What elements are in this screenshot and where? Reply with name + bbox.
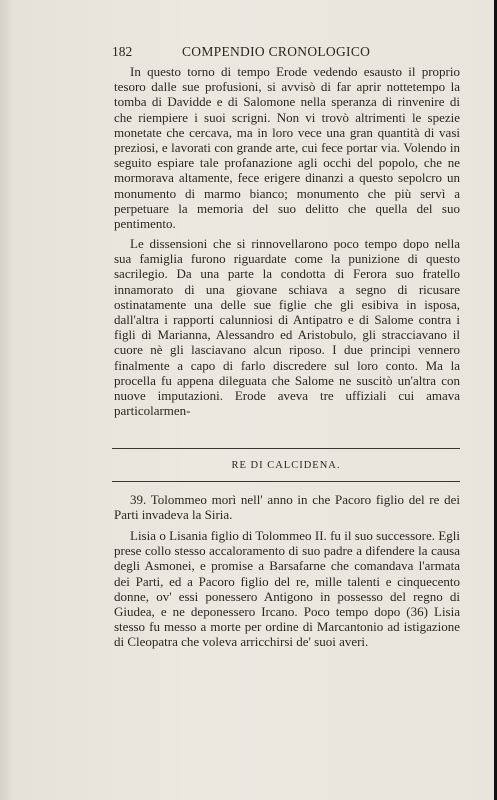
section-paragraph-1 (114, 492, 460, 522)
body-paragraph-2 (114, 236, 460, 418)
running-title: COMPENDIO CRONOLOGICO (182, 44, 371, 59)
paragraph-text: 39. Tolommeo morì nell' anno in che Pacoro figlio del re dei Parti invadeva la Siria. (114, 492, 460, 523)
page-number: 182 (112, 44, 133, 59)
paragraph-text: In questo torno di tempo Erode vedendo esausto il proprio tesoro dalle sue profusioni, si avvisò di far aprir nottetempo la tomba di Davidde e di Salomone nella speranza di rinvenire di che riempiere i suoi scrigni. Non vi trovò altrimenti le spezie monetate che cercava, ma in loro vece una gran quantità di vasi preziosi, e lavorati con grande arte, cui fece portar via. Volendo in seguito espiare tale profanazione agli occhi del popolo, che ne mormorava altamente, fece erigere dinanzi a questo sepolcro un monumento di marmo bianco; monumento che più servì a perpetuare la memoria del suo delitto che quella del suo pentimento. (114, 64, 460, 232)
section-rule-bottom (112, 481, 460, 482)
section-rule-top (112, 448, 460, 449)
paragraph-text: Lisia o Lisania figlio di Tolommeo II. fu il suo successore. Egli prese collo stesso accaloramento di suo padre a difendere la causa degli Asmonei, e promise a Barsafarne che comandava l'armata dei Parti, ed a Pacoro figlio del re, mille talenti e cinquecento donne, ov' essi ponessero Antigono in possesso del regno di Giudea, e ne deponessero Ircano. Poco tempo dopo (36) Lisia stesso fu messo a morte per ordine di Marcantonio ad istigazione di Cleopatra che voleva arricchirsi de' suoi averi. (114, 528, 460, 650)
paragraph-text: Le dissensioni che si rinnovellarono poco tempo dopo nella sua famiglia furono riguardate come la punizione di questo sacrilegio. Da una parte la condotta di Ferora suo fratello innamorato di una giovane schiava a segno di ricusare ostinatamente una delle sue figlie che gli esibiva in isposa, dall'altra i rapporti calunniosi di Antipatro e di Salome contra i figli di Marianna, Alessandro ed Aristobulo, gli stracciavano il cuore nè gli lasciavano alcun riposo. I due principi vennero finalmente a capo di farlo discredere sul loro conto. Ma la procella fu appena dileguata che Salome ne suscitò un'altra con nuove imputazioni. Erode aveva tre uffiziali cui amava particolarmen- (114, 236, 460, 419)
body-paragraph-1 (114, 64, 460, 231)
running-header (112, 44, 412, 62)
section-paragraph-2 (114, 528, 460, 650)
section-heading: RE DI CALCIDENA. (231, 460, 341, 471)
